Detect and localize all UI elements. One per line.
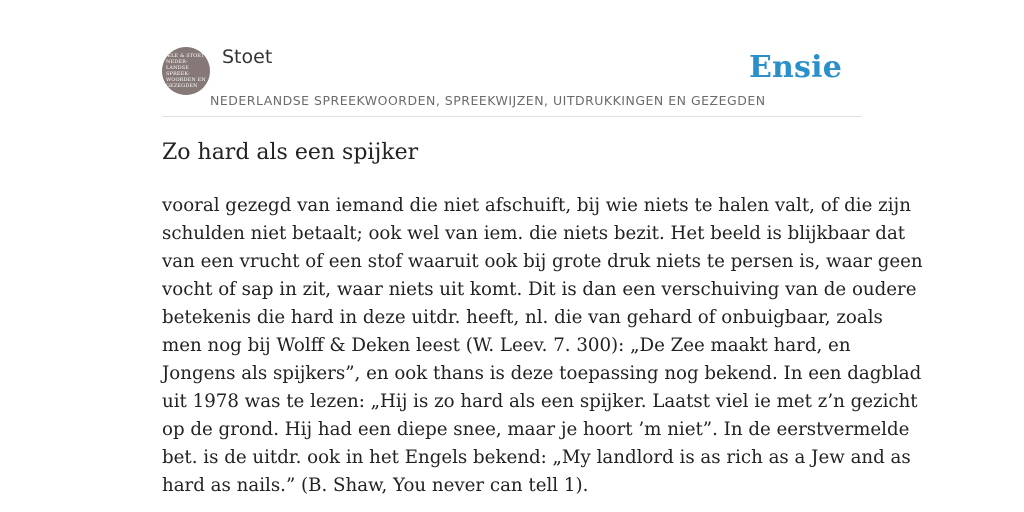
author-name[interactable]: Stoet	[222, 46, 273, 68]
body-line: vooral gezegd van iemand die niet afschuift, bij wie niets te halen valt, of die zijn	[162, 195, 911, 216]
body-line: hard as nails.” (B. Shaw, You never can tell 1).	[162, 475, 589, 496]
avatar-line: NEDER-	[166, 59, 188, 65]
body-line: schulden niet betaalt; ook wel van iem. die niets bezit. Het beeld is blijkbaar dat	[162, 223, 906, 244]
avatar-book-cover	[166, 53, 206, 89]
body-line: uit 1978 was te lezen: „Hij is zo hard als een spijker. Laatst viel ie met z’n gezicht	[162, 391, 918, 412]
entry-body	[162, 192, 923, 500]
body-line: Jongens als spijkers”, en ook thans is deze toepassing nog bekend. In een dagblad	[162, 363, 922, 384]
avatar[interactable]	[162, 47, 210, 95]
body-line: van een vrucht of een stof waaruit ook bij grote druk niets te persen is, waar geen	[162, 251, 923, 272]
body-line: men nog bij Wolff & Deken leest (W. Leev. 7. 300): „De Zee maakt hard, en	[162, 335, 851, 356]
source-subtitle[interactable]: NEDERLANDSE SPREEKWOORDEN, SPREEKWIJZEN, UITDRUKKINGEN EN GEZEGDEN	[210, 93, 766, 108]
header	[162, 0, 862, 117]
brand-logo[interactable]: Ensie	[748, 50, 842, 85]
avatar-line: GEZEGDEN	[166, 83, 198, 89]
body-line: betekenis die hard in deze uitdr. heeft, nl. die van gehard of onbuigbaar, zoals	[162, 307, 883, 328]
avatar-line: ÆLE & STOET	[166, 53, 205, 59]
avatar-line: SPREEK-	[166, 71, 190, 77]
avatar-line: WOORDEN EN	[166, 77, 206, 83]
body-line: vocht of sap in zit, waar niets uit komt. Dit is dan een verschuiving van de oudere	[162, 279, 917, 300]
body-line: op de grond. Hij had een diepe snee, maar je hoort ’m niet”. In de eerstvermelde	[162, 419, 910, 440]
body-line: bet. is de uitdr. ook in het Engels bekend: „My landlord is as rich as a Jew and as	[162, 447, 911, 468]
avatar-line: LANDSE	[166, 65, 189, 71]
entry-card	[162, 0, 923, 512]
entry-title: Zo hard als een spijker	[162, 140, 419, 165]
